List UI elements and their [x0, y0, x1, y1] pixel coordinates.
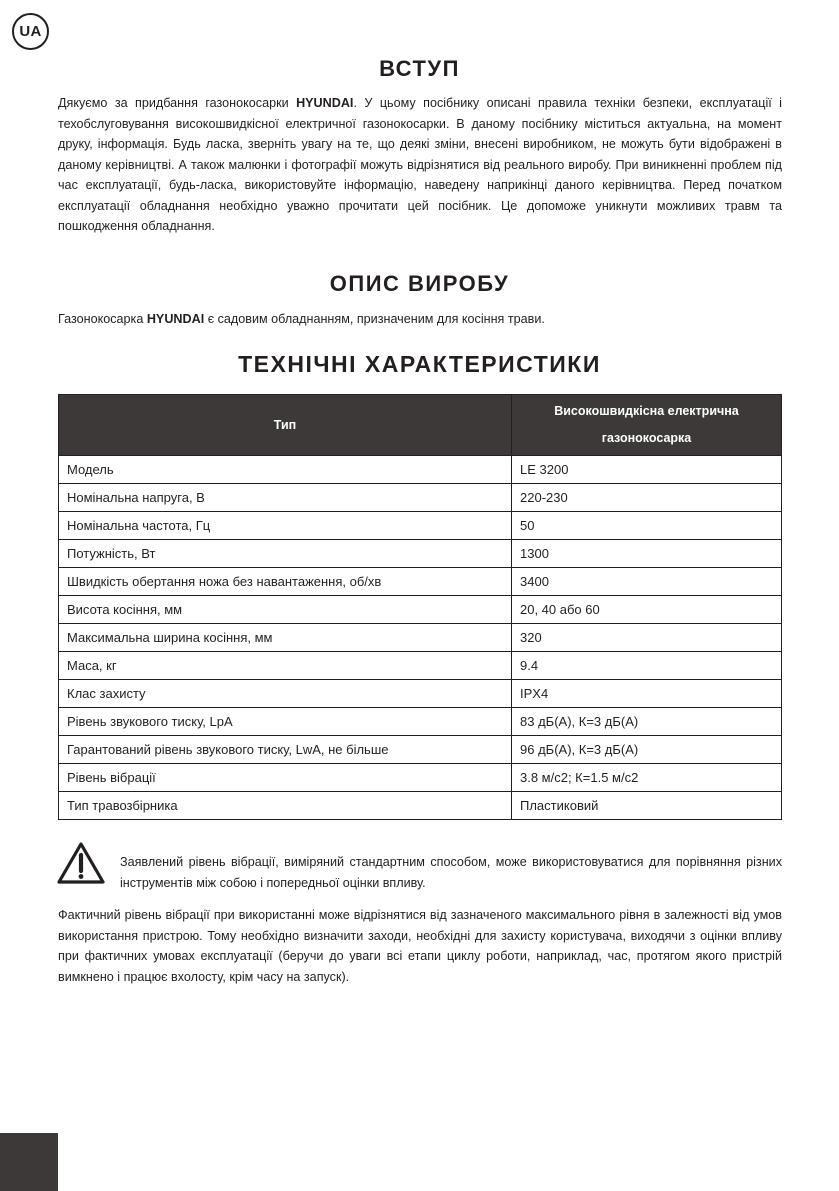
- spec-value: 9.4: [512, 652, 782, 680]
- spec-label: Висота косіння, мм: [59, 596, 512, 624]
- spec-row: [59, 764, 782, 792]
- spec-label: Номінальна частота, Гц: [59, 512, 512, 540]
- spec-row: [59, 792, 782, 820]
- spec-label: Потужність, Вт: [59, 540, 512, 568]
- description-paragraph: [58, 309, 782, 330]
- spec-row: [59, 540, 782, 568]
- spec-row: [59, 484, 782, 512]
- spec-label: Модель: [59, 456, 512, 484]
- specs-title: ТЕХНІЧНІ ХАРАКТЕРИСТИКИ: [238, 351, 601, 377]
- spec-value: 20, 40 або 60: [512, 596, 782, 624]
- page-corner-tab: [0, 1133, 58, 1191]
- spec-label: Максимальна ширина косіння, мм: [59, 624, 512, 652]
- spec-label: Клас захисту: [59, 680, 512, 708]
- spec-value: 96 дБ(А), К=3 дБ(А): [512, 736, 782, 764]
- spec-value: 220-230: [512, 484, 782, 512]
- description-brand: HYUNDAI: [146, 312, 205, 326]
- vibration-note: Фактичний рівень вібрації при використанні може відрізнятися від зазначеного максимального рівня в залежності від умов використання пристрою. Тому необхідно визначити заходи, необхідні для захисту користувача, виходячи з оцінки впливу при фактичних умовах експлуатації (беручи до уваги всі етапи циклу роботи, наприклад, час, протягом якого пристрій вимкнено і працює вхолосту, крім часу на запуск).: [58, 908, 782, 984]
- specs-header-value-line1: Високошвидкісна електрична: [554, 404, 739, 418]
- spec-value: Пластиковий: [512, 792, 782, 820]
- spec-value: IPX4: [512, 680, 782, 708]
- spec-row: [59, 708, 782, 736]
- spec-value: 3400: [512, 568, 782, 596]
- description-text-start: Газонокосарка: [58, 312, 147, 326]
- specs-header-label: Тип: [59, 395, 512, 456]
- spec-row: [59, 680, 782, 708]
- intro-paragraph: [58, 93, 782, 237]
- spec-label: Маса, кг: [59, 652, 512, 680]
- warning-text: Заявлений рівень вібрації, виміряний стандартним способом, може використовуватися для порівняння різних інструментів між собою і попередньої оцінки впливу.: [120, 855, 782, 890]
- spec-label: Рівень вібрації: [59, 764, 512, 792]
- spec-row: [59, 652, 782, 680]
- spec-value: LE 3200: [512, 456, 782, 484]
- intro-text-start: Дякуємо за придбання газонокосарки: [58, 96, 297, 110]
- spec-label: Номінальна напруга, В: [59, 484, 512, 512]
- spec-row: [59, 568, 782, 596]
- intro-title: ВСТУП: [379, 56, 460, 81]
- spec-value: 83 дБ(А), К=3 дБ(А): [512, 708, 782, 736]
- description-text-end: є садовим обладнанням, призначеним для косіння трави.: [204, 312, 545, 326]
- spec-value: 1300: [512, 540, 782, 568]
- warning-triangle-icon: [56, 841, 106, 885]
- specs-header-row: [59, 395, 782, 456]
- intro-brand: HYUNDAI: [296, 96, 354, 110]
- specs-table-body: [59, 456, 782, 820]
- spec-row: [59, 624, 782, 652]
- spec-value: 50: [512, 512, 782, 540]
- spec-label: Гарантований рівень звукового тиску, LwA, не більше: [59, 736, 512, 764]
- specs-header-value: [512, 395, 782, 456]
- spec-value: 3.8 м/с2; К=1.5 м/с2: [512, 764, 782, 792]
- spec-row: [59, 596, 782, 624]
- intro-text-end: . У цьому посібнику описані правила техніки безпеки, експлуатації і техобслуговування високошвидкісної електричної газонокосарки. В даному посібнику міститься актуальна, на момент друку, інформація. Будь ласка, зверніть увагу на те, що деякі зміни, внесені виробником, не можуть бути відображені в даному керівництві. А також малюнки і фотографії можуть відрізнятися від реального виробу. При виникненні проблем під час експлуатації, будь-ласка, використовуйте інформацію, наведену наприкінці даного керівництва. Перед початком експлуатації обладнання необхідно уважно прочитати цей посібник. Це допоможе уникнути можливих травм та пошкодження обладнання.: [58, 96, 782, 233]
- spec-row: [59, 736, 782, 764]
- language-badge: UA: [12, 13, 49, 50]
- description-title: ОПИС ВИРОБУ: [329, 271, 510, 296]
- spec-label: Тип травозбірника: [59, 792, 512, 820]
- spec-row: [59, 456, 782, 484]
- spec-label: Рівень звукового тиску, LpA: [59, 708, 512, 736]
- specs-table: [58, 394, 782, 820]
- spec-value: 320: [512, 624, 782, 652]
- specs-header-value-line2: газонокосарка: [601, 431, 692, 445]
- spec-row: [59, 512, 782, 540]
- spec-label: Швидкість обертання ножа без навантаження, об/хв: [59, 568, 512, 596]
